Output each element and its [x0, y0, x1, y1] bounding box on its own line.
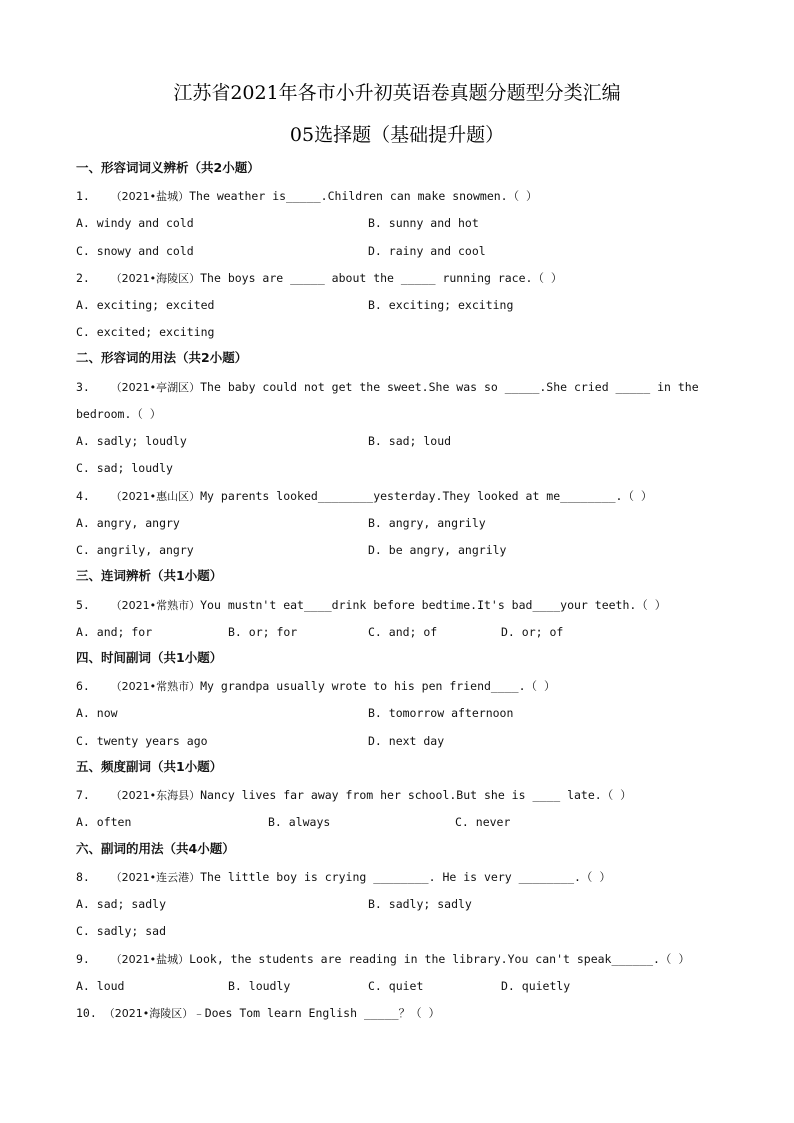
question-number: 8.	[76, 870, 90, 884]
question-number: 3.	[76, 380, 90, 394]
option-c: C. snowy and cold	[76, 244, 194, 258]
question-8	[76, 869, 611, 886]
option-b: B. always	[268, 815, 331, 829]
page-title: 江苏省2021年各市小升初英语卷真题分题型分类汇编	[173, 82, 621, 104]
option-d: D. or; of	[501, 625, 564, 639]
option-c: C. sadly; sad	[76, 924, 167, 938]
question-2	[76, 270, 562, 287]
option-b: B. sad; loud	[368, 434, 452, 448]
question-3	[76, 379, 699, 396]
question-text: My grandpa usually wrote to his pen friend____.（ ）	[200, 679, 556, 693]
section-heading: 二、形容词的用法（共2小题）	[76, 350, 248, 365]
question-number: 2.	[76, 271, 90, 285]
question-5	[76, 597, 666, 614]
question-source: （2021•盐城）	[110, 953, 190, 966]
question-6	[76, 678, 555, 695]
question-source: （2021•海陵区）	[110, 272, 201, 285]
option-b: B. angry, angrily	[368, 516, 486, 530]
question-number: 6.	[76, 679, 90, 693]
option-a: A. windy and cold	[76, 216, 194, 230]
question-4	[76, 488, 652, 505]
option-c: C. never	[455, 815, 511, 829]
question-number: 1.	[76, 189, 90, 203]
section-heading: 一、形容词词义辨析（共2小题）	[76, 160, 260, 175]
option-d: D. quietly	[501, 979, 571, 993]
option-a: A. angry, angry	[76, 516, 180, 530]
question-text-continued: bedroom.（ ）	[76, 407, 162, 421]
option-a: A. exciting; excited	[76, 298, 215, 312]
option-d: D. rainy and cool	[368, 244, 486, 258]
question-1	[76, 188, 538, 205]
section-heading: 五、频度副词（共1小题）	[76, 759, 223, 774]
option-b: B. exciting; exciting	[368, 298, 514, 312]
option-d: D. next day	[368, 734, 445, 748]
question-text: Look, the students are reading in the library.You can't speak______.（ ）	[189, 952, 690, 966]
question-10	[76, 1005, 440, 1022]
question-text: ﹣Does Tom learn English _____？（ ）	[193, 1006, 440, 1020]
option-a: A. often	[76, 815, 132, 829]
question-number: 10.	[76, 1006, 97, 1020]
question-source: （2021•东海县）	[110, 789, 201, 802]
question-9	[76, 951, 690, 968]
option-b: B. tomorrow afternoon	[368, 706, 514, 720]
question-source: （2021•连云港）	[110, 871, 201, 884]
question-text: You mustn't eat____drink before bedtime.It's bad____your teeth.（ ）	[200, 598, 667, 612]
question-number: 5.	[76, 598, 90, 612]
question-source: （2021•盐城）	[110, 190, 190, 203]
question-source: （2021•惠山区）	[110, 490, 201, 503]
question-source: （2021•海陵区）	[103, 1007, 194, 1020]
option-a: A. now	[76, 706, 118, 720]
question-source: （2021•常熟市）	[110, 599, 201, 612]
option-a: A. loud	[76, 979, 125, 993]
option-c: C. twenty years ago	[76, 734, 208, 748]
option-b: B. loudly	[228, 979, 291, 993]
question-text: The boys are _____ about the _____ running race.（ ）	[200, 271, 563, 285]
question-text: The baby could not get the sweet.She was so _____.She cried _____ in the	[200, 380, 699, 394]
question-source: （2021•亭湖区）	[110, 381, 201, 394]
question-number: 7.	[76, 788, 90, 802]
question-text: Nancy lives far away from her school.But she is ____ late.（ ）	[200, 788, 632, 802]
question-text: The weather is_____.Children can make snowmen.（ ）	[189, 189, 538, 203]
page-subtitle: 05选择题（基础提升题）	[289, 124, 505, 146]
question-text: The little boy is crying ________. He is very ________.（ ）	[200, 870, 611, 884]
option-c: C. quiet	[368, 979, 424, 993]
option-c: C. and; of	[368, 625, 438, 639]
question-7	[76, 787, 632, 804]
option-c: C. sad; loudly	[76, 461, 173, 475]
option-b: B. sadly; sadly	[368, 897, 472, 911]
question-source: （2021•常熟市）	[110, 680, 201, 693]
option-a: A. and; for	[76, 625, 153, 639]
question-number: 4.	[76, 489, 90, 503]
section-heading: 六、副词的用法（共4小题）	[76, 841, 235, 856]
option-a: A. sad; sadly	[76, 897, 167, 911]
section-heading: 四、时间副词（共1小题）	[76, 650, 223, 665]
option-a: A. sadly; loudly	[76, 434, 187, 448]
section-heading: 三、连词辨析（共1小题）	[76, 568, 223, 583]
question-text: My parents looked________yesterday.They looked at me________.（ ）	[200, 489, 653, 503]
question-number: 9.	[76, 952, 90, 966]
option-c: C. angrily, angry	[76, 543, 194, 557]
option-b: B. or; for	[228, 625, 298, 639]
option-c: C. excited; exciting	[76, 325, 215, 339]
option-b: B. sunny and hot	[368, 216, 479, 230]
option-d: D. be angry, angrily	[368, 543, 507, 557]
